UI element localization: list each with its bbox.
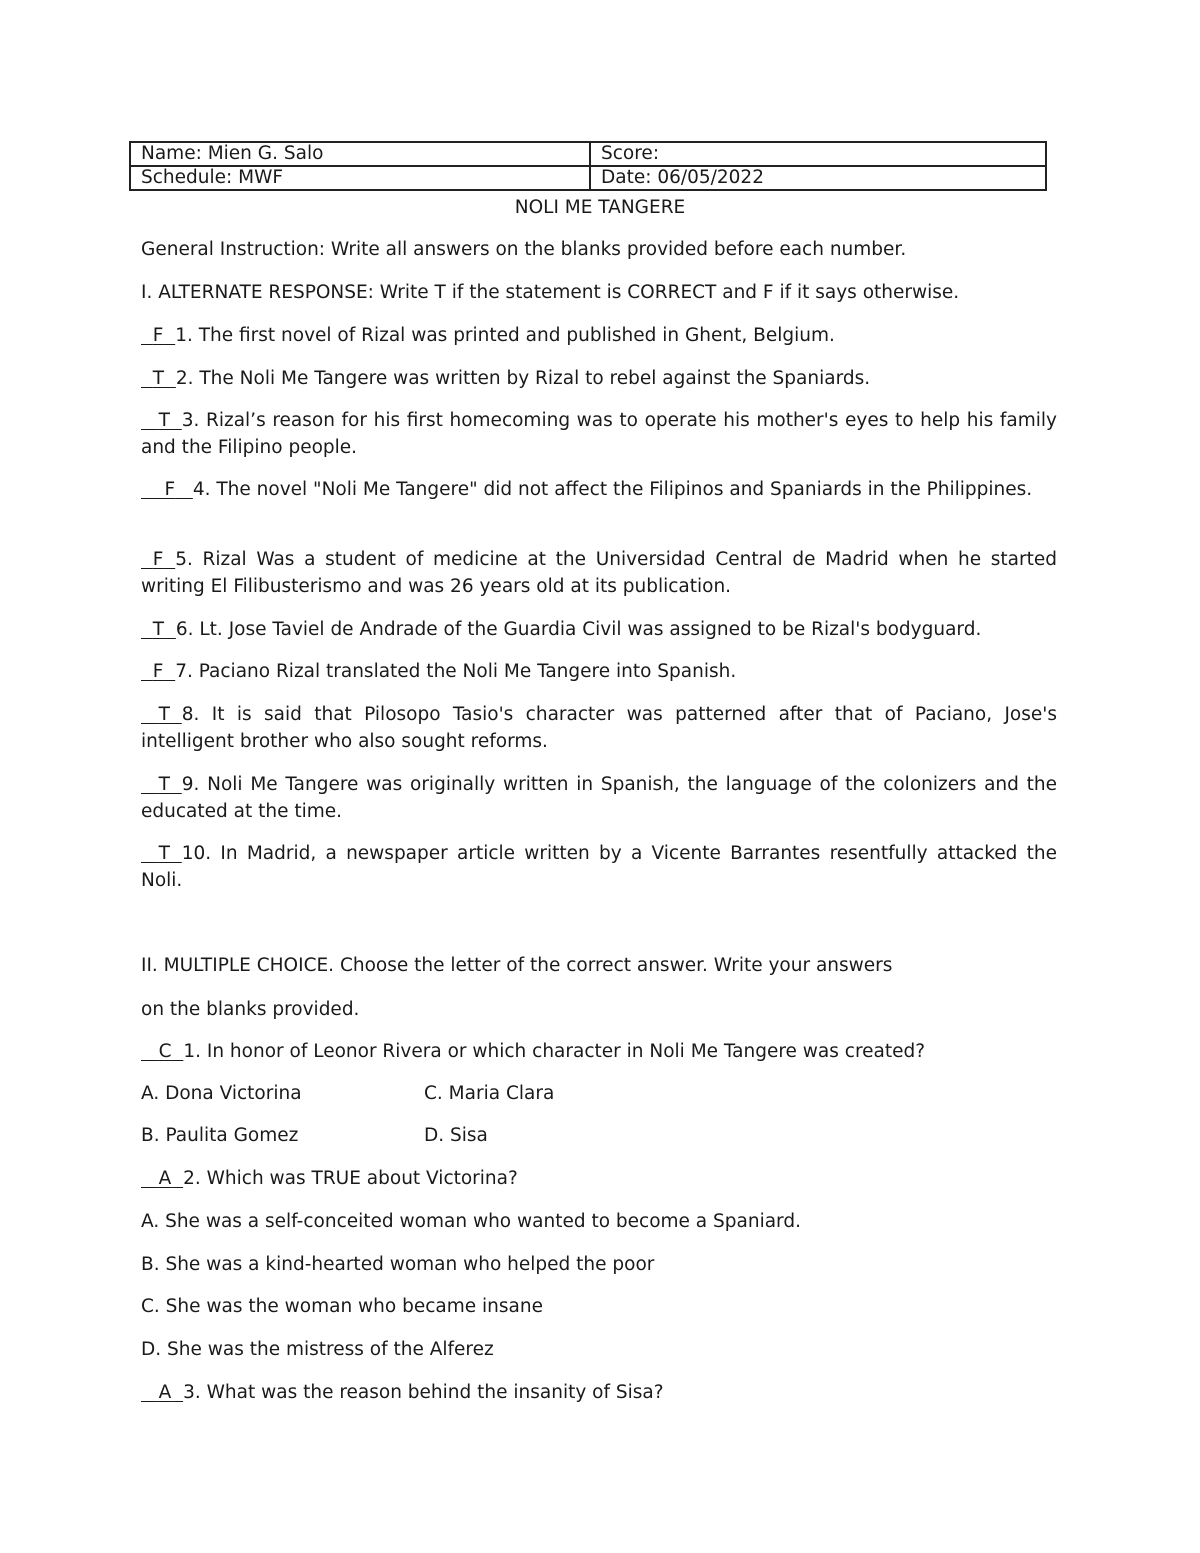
question-text: 6. Lt. Jose Taviel de Andrade of the Guardia Civil was assigned to be Rizal's bodyguard. (175, 619, 982, 640)
part1-heading: I. ALTERNATE RESPONSE: Write T if the statement is CORRECT and F if it says otherwise. (141, 282, 960, 303)
answer-blank: F (152, 549, 164, 570)
question-text: 8. It is said that Pilosopo Tasio's character was patterned after that of Paciano, Jose's intelligent brother who also sought reforms. (141, 704, 1057, 752)
question-item (141, 1379, 1057, 1406)
answer-blank: T (158, 843, 170, 864)
choice-option: A. Dona Victorina (141, 1083, 302, 1104)
question-text: 3. What was the reason behind the insanity of Sisa? (183, 1382, 664, 1403)
question-text: 5. Rizal Was a student of medicine at the Universidad Central de Madrid when he started writing El Filibusterismo and was 26 years old at its publication. (141, 549, 1057, 597)
question-text: 2. Which was TRUE about Victorina? (183, 1168, 518, 1189)
schedule-cell: Schedule: MWF (130, 166, 590, 190)
question-item (141, 771, 1057, 825)
question-text: 1. The first novel of Rizal was printed and published in Ghent, Belgium. (175, 325, 835, 346)
choice-option: D. She was the mistress of the Alferez (141, 1339, 494, 1360)
choice-option: D. Sisa (424, 1125, 488, 1146)
question-text: 2. The Noli Me Tangere was written by Rizal to rebel against the Spaniards. (175, 368, 871, 389)
question-text: 1. In honor of Leonor Rivera or which character in Noli Me Tangere was created? (183, 1041, 926, 1062)
answer-blank: C (158, 1041, 172, 1062)
date-cell: Date: 06/05/2022 (590, 166, 1046, 190)
question-item (141, 322, 1057, 349)
answer-blank: A (158, 1168, 172, 1189)
name-cell: Name: Mien G. Salo (130, 142, 590, 166)
question-item (141, 701, 1057, 755)
question-item (141, 407, 1057, 461)
question-text: 9. Noli Me Tangere was originally written in Spanish, the language of the colonizers and the educated at the time. (141, 774, 1057, 822)
answer-blank: T (158, 410, 170, 431)
question-item (141, 365, 1057, 392)
student-info-table (129, 141, 1047, 191)
answer-blank: A (158, 1382, 172, 1403)
answer-blank: F (152, 661, 164, 682)
choice-option: B. She was a kind-hearted woman who helped the poor (141, 1254, 655, 1275)
answer-blank: T (152, 619, 165, 640)
choice-option: C. Maria Clara (424, 1083, 555, 1104)
question-item (141, 658, 1057, 685)
answer-blank: T (152, 368, 165, 389)
question-item (141, 840, 1057, 894)
question-text: 4. The novel "Noli Me Tangere" did not affect the Filipinos and Spaniards in the Philippines. (192, 479, 1033, 500)
choice-option: B. Paulita Gomez (141, 1125, 299, 1146)
general-instruction: General Instruction: Write all answers on the blanks provided before each number. (141, 239, 907, 260)
part2-heading: II. MULTIPLE CHOICE. Choose the letter of the correct answer. Write your answers (141, 955, 893, 976)
question-item (141, 1038, 1057, 1065)
answer-blank: F (164, 479, 176, 500)
question-text: 10. In Madrid, a newspaper article written by a Vicente Barrantes resentfully attacked the Noli. (141, 843, 1057, 891)
score-cell: Score: (590, 142, 1046, 166)
answer-blank: T (158, 704, 170, 725)
question-item (141, 1165, 1057, 1192)
answer-blank: T (158, 774, 170, 795)
document-title: NOLI ME TANGERE (514, 197, 686, 218)
answer-blank: F (152, 325, 164, 346)
question-text: 3. Rizal’s reason for his first homecoming was to operate his mother's eyes to help his family and the Filipino people. (141, 410, 1057, 458)
choice-option: A. She was a self-conceited woman who wanted to become a Spaniard. (141, 1211, 801, 1232)
question-item (141, 546, 1057, 600)
question-item (141, 616, 1057, 643)
choice-option: C. She was the woman who became insane (141, 1296, 543, 1317)
question-item (141, 476, 1057, 503)
question-text: 7. Paciano Rizal translated the Noli Me Tangere into Spanish. (175, 661, 737, 682)
part2-heading-continued: on the blanks provided. (141, 999, 360, 1020)
